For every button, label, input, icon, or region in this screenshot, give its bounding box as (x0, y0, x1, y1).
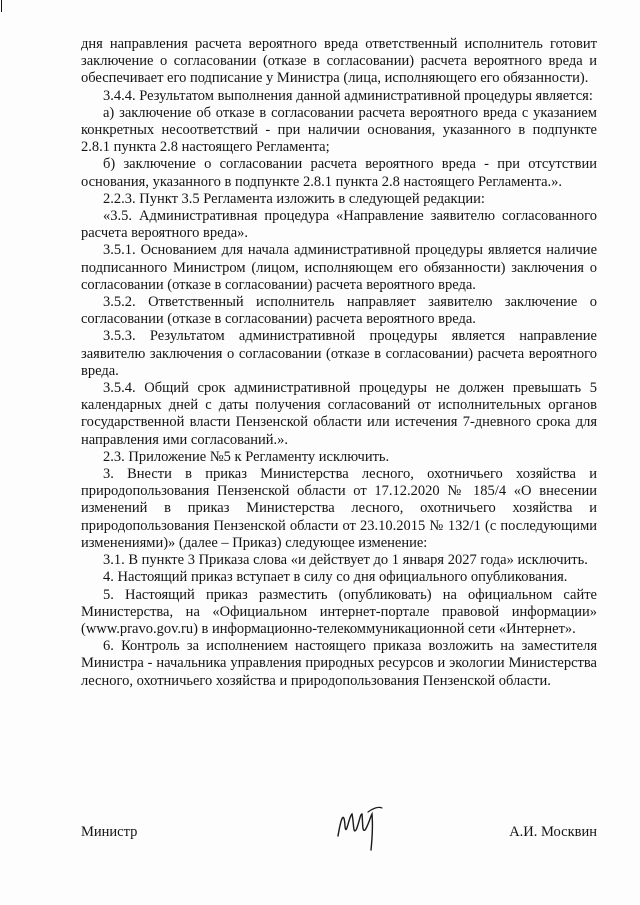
paragraph-2-3: 2.3. Приложение №5 к Регламенту исключить. (103, 448, 390, 465)
document-body (81, 36, 597, 690)
paragraph-3-5-3: 3.5.3. Результатом административной процедуры является направление заявителю заключения о согласовании (отказе в согласовании) расчета вероятного вреда. (81, 328, 597, 379)
paragraph-6: 6. Контроль за исполнением настоящего приказа возложить на заместителя Министра - начальника управления природных ресурсов и экологии Министерства лесного, охотничьего хозяйства и природопользования Пензенской области. (81, 638, 597, 689)
signatory-name: А.И. Москвин (509, 824, 597, 840)
paragraph-continuation: дня направления расчета вероятного вреда ответственный исполнитель готовит заключение о согласовании (отказе в согласовании) расчета вероятного вреда и обеспечивает его подписание у Министра (лица, исполняющего его обязанности). (81, 36, 597, 87)
scan-edge-mark (1, 0, 2, 12)
paragraph-3-5-1: 3.5.1. Основанием для начала административной процедуры является наличие подписанного Министром (лицом, исполняющем его обязанности) заключения о согласовании (отказе в согласовании) расчета вероятного вреда. (81, 242, 597, 293)
paragraph-2-2-3: 2.2.3. Пункт 3.5 Регламента изложить в следующей редакции: (103, 190, 485, 207)
paragraph-3-5-2: 3.5.2. Ответственный исполнитель направляет заявителю заключение о согласовании (отказе в согласовании) расчета вероятного вреда. (81, 294, 597, 328)
paragraph-3: 3. Внести в приказ Министерства лесного, охотничьего хозяйства и природопользования Пензенской области от 17.12.2020 № 185/4 «О внесении изменений в приказ Министерства лесного, охотничьего хозяйства и природопользования Пензенской области от 23.10.2015 № 132/1 (с последующими изменениями)» (далее – Приказ) следующее изменение: (81, 466, 597, 551)
paragraph-3-1: 3.1. В пункте 3 Приказа слова «и действует до 1 января 2027 года» исключить. (103, 552, 588, 569)
paragraph-4: 4. Настоящий приказ вступает в силу со дня официального опубликования. (103, 569, 568, 586)
paragraph-3-5-4: 3.5.4. Общий срок административной процедуры не должен превышать 5 календарных дней с даты получения согласований от исполнительных органов государственной власти Пензенской области или истечения 7-дневного срока для направления ими согласований.». (81, 380, 597, 448)
paragraph-item-b: б) заключение о согласовании расчета вероятного вреда - при отсутствии основания, указанного в подпункте 2.8.1 пункта 2.8 настоящего Регламента.». (81, 156, 597, 190)
paragraph-3-4-4: 3.4.4. Результатом выполнения данной административной процедуры является: (103, 87, 593, 104)
paragraph-5: 5. Настоящий приказ разместить (опубликовать) на официальном сайте Министерства, на «Официальном интернет-портале правовой информации» (www.pravo.gov.ru) в информационно-телекоммуникационной сети «Интернет». (81, 586, 597, 637)
paragraph-item-a: а) заключение об отказе в согласовании расчета вероятного вреда с указанием конкретных несоответствий - при наличии основания, указанного в подпункте 2.8.1 пункта 2.8 настоящего Регламента; (81, 104, 597, 156)
signatory-title: Министр (81, 824, 138, 840)
handwritten-signature (332, 796, 390, 854)
paragraph-3-5: «3.5. Административная процедура «Направление заявителю согласованного расчета вероятного вреда». (81, 208, 597, 242)
